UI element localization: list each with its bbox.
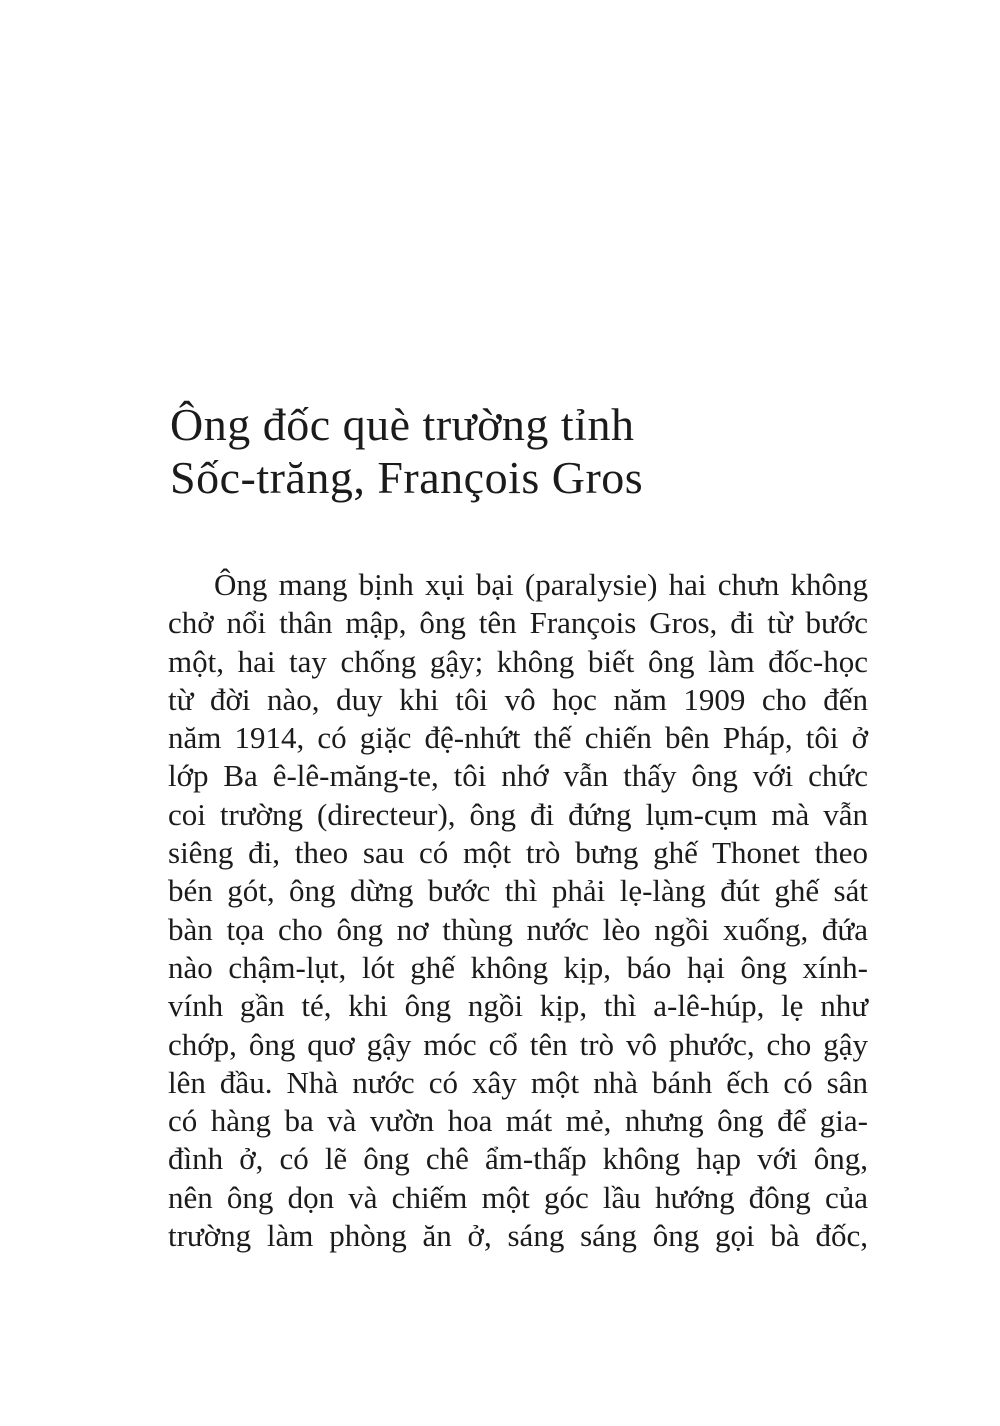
chapter-title-line: Ông đốc què trường tỉnh — [170, 399, 635, 450]
chapter-title — [170, 398, 890, 504]
body-line: chở nổi thân mập, ông tên François Gros, đi từ bước — [168, 605, 868, 641]
body-line: một, hai tay chống gậy; không biết ông làm đốc-học — [168, 643, 868, 679]
body-line: Ông mang bịnh xụi bại (paralysie) hai chưn không — [214, 567, 868, 602]
body-line: từ đời nào, duy khi tôi vô học năm 1909 cho đến — [168, 681, 868, 717]
body-line: năm 1914, có giặc đệ-nhứt thế chiến bên Pháp, tôi ở — [168, 720, 868, 756]
body-line: bén gót, ông dừng bước thì phải lẹ-làng đút ghế sát — [168, 873, 868, 909]
body-line: đình ở, có lẽ ông chê ẩm-thấp không hạp với ông, — [168, 1141, 868, 1177]
body-paragraph — [168, 566, 868, 1255]
body-line: nào chậm-lụt, lót ghế không kịp, báo hại ông xính- — [168, 949, 868, 985]
body-line: siêng đi, theo sau có một trò bưng ghế Thonet theo — [168, 835, 868, 871]
body-line: vính gần té, khi ông ngồi kịp, thì a-lê-húp, lẹ như — [168, 988, 868, 1024]
body-line: có hàng ba và vườn hoa mát mẻ, nhưng ông để gia- — [168, 1103, 868, 1139]
body-line: chớp, ông quơ gậy móc cổ tên trò vô phước, cho gậy — [168, 1026, 868, 1062]
body-line: bàn tọa cho ông nơ thùng nước lèo ngồi xuống, đứa — [168, 911, 868, 947]
body-line: trường làm phòng ăn ở, sáng sáng ông gọi bà đốc, — [168, 1218, 868, 1254]
body-line: nên ông dọn và chiếm một góc lầu hướng đông của — [168, 1179, 868, 1215]
chapter-title-line: Sốc-trăng, François Gros — [170, 452, 644, 503]
body-line: coi trường (directeur), ông đi đứng lụm-cụm mà vẫn — [168, 796, 868, 832]
body-line: lên đầu. Nhà nước có xây một nhà bánh ếch có sân — [168, 1064, 868, 1100]
body-line: lớp Ba ê-lê-măng-te, tôi nhớ vẫn thấy ông với chức — [168, 758, 868, 794]
